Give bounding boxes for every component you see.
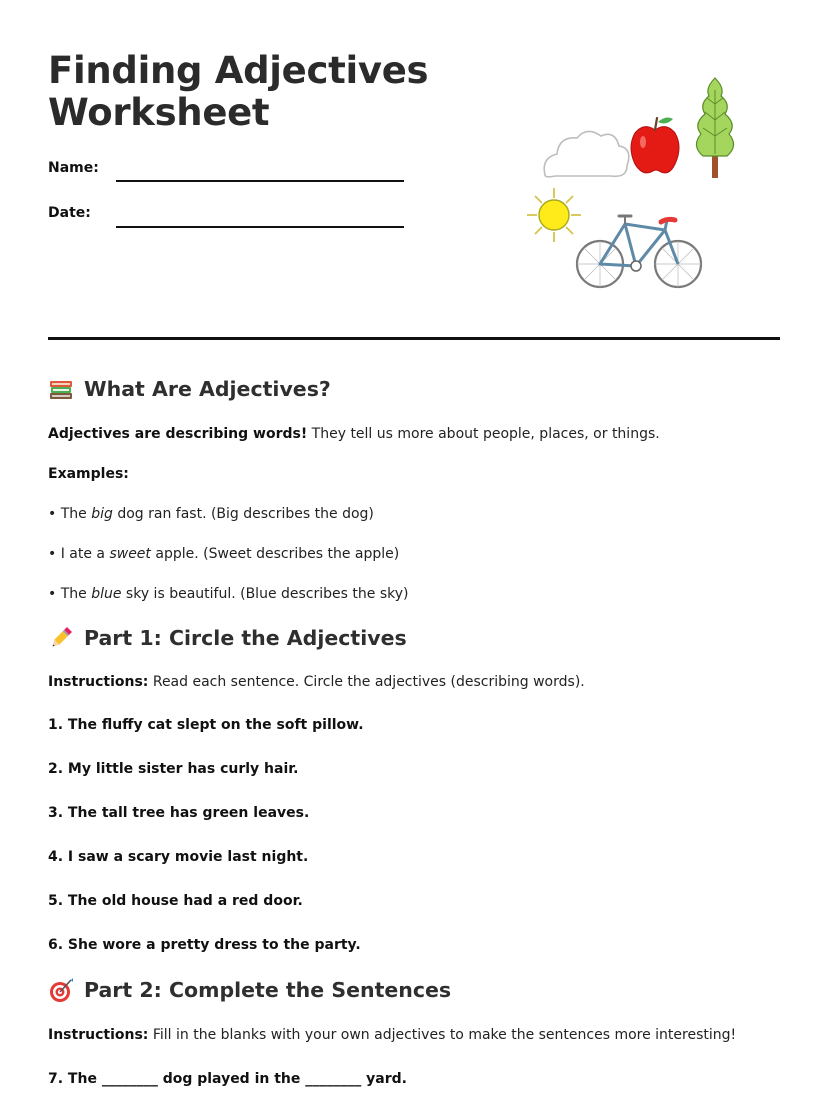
tree-icon [696, 78, 733, 178]
worksheet-illustration [515, 70, 785, 320]
bicycle-icon [577, 216, 701, 287]
name-label: Name: [48, 160, 99, 176]
section-what-are-adjectives-heading [48, 372, 788, 406]
name-line[interactable] [116, 180, 404, 182]
pencil-icon [48, 625, 74, 651]
question-item: 5. The old house had a red door. [48, 893, 303, 909]
question-item: 2. My little sister has curly hair. [48, 761, 299, 777]
worksheet-title [48, 50, 488, 134]
intro-bold: Adjectives are describing words! [48, 426, 308, 442]
example-item: • I ate a sweet apple. (Sweet describes the apple) [48, 546, 400, 562]
part-1-heading-text: Part 1: Circle the Adjectives [84, 626, 407, 650]
intro-paragraph [48, 424, 788, 444]
part-2-heading-text: Part 2: Complete the Sentences [84, 978, 452, 1002]
part-2-instructions: Instructions: Fill in the blanks with your own adjectives to make the sentences more interesting! [48, 1027, 737, 1043]
title-line-2: Worksheet [48, 91, 270, 134]
question-item: 1. The fluffy cat slept on the soft pillow. [48, 717, 364, 733]
question-item: 3. The tall tree has green leaves. [48, 805, 310, 821]
example-adjective: blue [91, 586, 122, 602]
examples-label: Examples: [48, 466, 129, 482]
sun-icon [527, 188, 581, 242]
header-divider [48, 337, 780, 340]
question-item: 4. I saw a scary movie last night. [48, 849, 309, 865]
example-adjective: sweet [109, 546, 151, 562]
cloud-icon [544, 131, 629, 176]
part-1-heading [48, 621, 788, 655]
apple-icon [631, 118, 679, 173]
intro-rest: They tell us more about people, places, or things. [307, 426, 660, 442]
worksheet-body [48, 356, 788, 1089]
date-label: Date: [48, 205, 91, 221]
title-line-1: Finding Adjectives [48, 49, 429, 92]
example-adjective: big [91, 506, 113, 522]
example-item: • The big dog ran fast. (Big describes the dog) [48, 506, 374, 522]
question-item: 6. She wore a pretty dress to the party. [48, 937, 361, 953]
date-line[interactable] [116, 226, 404, 228]
part-2-heading [48, 973, 788, 1007]
part-1-instructions: Instructions: Read each sentence. Circle the adjectives (describing words). [48, 674, 585, 690]
books-icon [48, 376, 74, 402]
example-item: • The blue sky is beautiful. (Blue describes the sky) [48, 586, 409, 602]
question-item: 7. The ________ dog played in the ________ yard. [48, 1071, 407, 1087]
target-icon [48, 977, 74, 1003]
section-1-heading-text: What Are Adjectives? [84, 377, 331, 401]
